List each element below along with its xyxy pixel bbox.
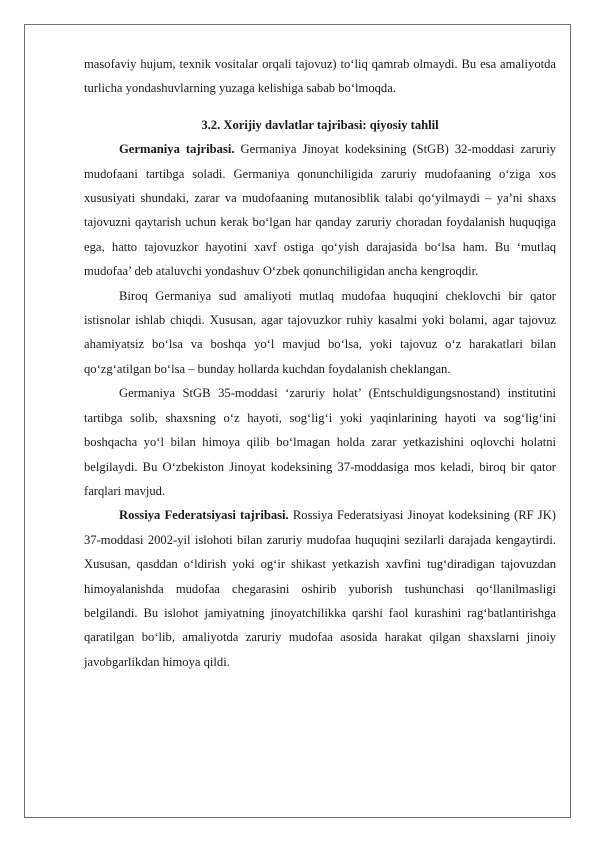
germany-paragraph-1-text: Germaniya Jinoyat kodeksining (StGB) 32-moddasi zaruriy mudofaani tartibga soladi. Germaniya qonunchiligida zaruriy mudofaaning o‘ziga xos xususiyati shundaki, zarar va mudofaaning mutanosiblik talabi qo‘yilmaydi – ya’ni shaxs tajovuzni qaytarish uchun kerak bo‘lgan har qanday zaruriy choradan foydalanish huquqiga ega, hatto tajovuzkor hayotini xavf ostiga qo‘yish darajasida bo‘lsa ham. Bu ‘mutlaq mudofaa’ deb ataluvchi yondashuv O‘zbek qonunchiligidan ancha kengroqdir.	[84, 142, 556, 279]
section-heading: 3.2. Xorijiy davlatlar tajribasi: qiyosiy tahlil	[201, 117, 439, 132]
russia-paragraph-1-text: Rossiya Federatsiyasi Jinoyat kodeksining (RF JK) 37-moddasi 2002-yil islohoti bilan zaruriy mudofaa huquqini sezilarli darajada kengaytirdi. Xususan, qasddan o‘ldirish yoki og‘ir shikast yetkazish xavfini tug‘diradigan tajovuzdan himoyalanishda mudofaa chegarasini oshirib yuborish tushunchasi qo‘llanilmasligi belgilandi. Bu islohot jamiyatning jinoyatchilikka qarshi faol kurashini rag‘batlantirishga qaratilgan bo‘lib, amaliyotda zaruriy mudofaa asosida harakat qilgan shaxslarni jinoiy javobgarlikdan himoya qildi.	[84, 508, 556, 669]
germany-paragraph-1	[84, 137, 556, 283]
germany-lead: Germaniya tajribasi.	[119, 142, 235, 157]
germany-paragraph-2: Biroq Germaniya sud amaliyoti mutlaq mudofaa huquqini cheklovchi bir qator istisnolar ishlab chiqdi. Xususan, agar tajovuzkor ruhiy kasalmi yoki bolami, agar tajovuz ahamiyatsiz bo‘lsa va boshqa yo‘l mavjud bo‘lsa, yoki tajovuz o‘z harakatlari bilan qo‘zg‘atilgan bo‘lsa – bunday hollarda kuchdan foydalanish cheklangan.	[84, 288, 556, 376]
germany-paragraph-3: Germaniya StGB 35-moddasi ‘zaruriy holat’ (Entschuldigungsnostand) institutini tartibga solib, shaxsning o‘z hayoti, sog‘lig‘i yoki yaqinlarining hayoti va sog‘lig‘ini boshqacha yo‘l bilan himoya qilib bo‘lmagan holda zarar yetkazishini oqlovchi holatni belgilaydi. Bu O‘zbekiston Jinoyat kodeksining 37-moddasiga mos keladi, biroq bir qator farqlari mavjud.	[84, 386, 556, 498]
intro-paragraph: masofaviy hujum, texnik vositalar orqali tajovuz) to‘liq qamrab olmaydi. Bu esa amaliyotda turlicha yondashuvlarning yuzaga kelishiga sabab bo‘lmoqda.	[84, 57, 556, 96]
document-body	[84, 52, 556, 674]
russia-paragraph-1	[84, 503, 556, 674]
russia-lead: Rossiya Federatsiyasi tajribasi.	[119, 508, 289, 523]
